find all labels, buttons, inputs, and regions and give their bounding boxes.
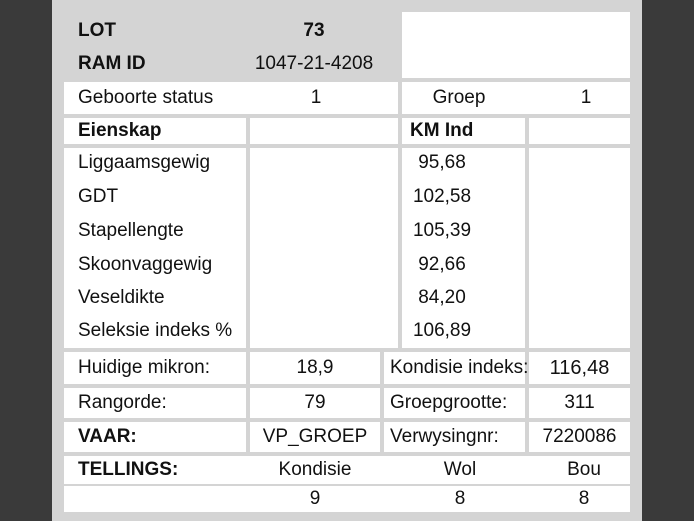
group-size-value: 311 xyxy=(564,392,595,413)
rank-label-cell xyxy=(64,388,246,418)
trait-km-value: 106,89 xyxy=(412,320,472,341)
group-size-value-cell xyxy=(529,388,630,418)
trait-name: Liggaamsgewig xyxy=(78,152,211,173)
sire-label-cell xyxy=(64,422,246,452)
trait-km-value: 95,68 xyxy=(418,152,466,173)
header-block xyxy=(64,12,398,78)
counts-build-label: Bou xyxy=(567,459,601,480)
ram-id-label: RAM ID xyxy=(78,53,146,74)
traits-header-extra xyxy=(529,118,630,144)
traits-blank-column xyxy=(250,148,398,348)
condition-index-label-cell xyxy=(384,352,529,384)
micron-value-cell xyxy=(250,352,380,384)
rank-value-cell xyxy=(250,388,380,418)
sire-value-cell xyxy=(250,422,380,452)
lot-label: LOT xyxy=(78,20,116,41)
rank-label: Rangorde: xyxy=(78,392,167,413)
rank-value: 79 xyxy=(304,392,326,413)
ram-id-value: 1047-21-4208 xyxy=(254,53,374,74)
traits-header-property xyxy=(64,118,246,144)
reference-value: 7220086 xyxy=(542,426,617,447)
micron-label: Huidige mikron: xyxy=(78,357,210,378)
trait-km-value: 105,39 xyxy=(412,220,472,241)
condition-index-value: 116,48 xyxy=(549,357,610,379)
reference-value-cell xyxy=(529,422,630,452)
counts-wool-label: Wol xyxy=(443,459,477,480)
group-size-label: Groepgrootte: xyxy=(390,392,508,413)
ram-info-sheet xyxy=(64,12,630,512)
trait-km-value: 92,66 xyxy=(418,254,466,275)
col-km-label: KM Ind xyxy=(410,120,474,141)
group-value: 1 xyxy=(580,87,592,108)
traits-values-column xyxy=(402,148,525,348)
sire-value: VP_GROEP xyxy=(262,426,368,447)
trait-name: GDT xyxy=(78,186,119,207)
page-background xyxy=(52,0,642,521)
trait-name: Seleksie indeks % xyxy=(78,320,233,341)
condition-index-value-cell xyxy=(529,352,630,384)
counts-wool-value: 8 xyxy=(454,488,466,509)
sire-label: VAAR: xyxy=(78,426,137,447)
header-blank-box xyxy=(402,12,630,78)
traits-header-blank xyxy=(250,118,398,144)
counts-build-value: 8 xyxy=(578,488,590,509)
micron-value: 18,9 xyxy=(296,357,334,378)
col-property-label: Eienskap xyxy=(78,120,162,141)
trait-name: Stapellengte xyxy=(78,220,184,241)
birth-status-label: Geboorte status xyxy=(78,87,214,108)
counts-condition-label: Kondisie xyxy=(278,459,352,480)
trait-name: Veseldikte xyxy=(78,287,165,308)
trait-km-value: 84,20 xyxy=(418,287,466,308)
trait-km-value: 102,58 xyxy=(412,186,472,207)
traits-extra-column xyxy=(529,148,630,348)
group-size-label-cell xyxy=(384,388,525,418)
reference-label: Verwysingnr: xyxy=(390,426,499,447)
counts-header-row xyxy=(64,456,630,484)
birth-status-value: 1 xyxy=(310,87,322,108)
group-label: Groep xyxy=(432,87,486,108)
micron-label-cell xyxy=(64,352,246,384)
condition-index-label: Kondisie indeks: xyxy=(390,357,529,378)
lot-value: 73 xyxy=(303,20,325,41)
birth-status-row xyxy=(64,82,630,114)
counts-condition-value: 9 xyxy=(309,488,321,509)
trait-name: Skoonvaggewig xyxy=(78,254,213,275)
traits-header-km xyxy=(402,118,525,144)
reference-label-cell xyxy=(384,422,525,452)
counts-values-row xyxy=(64,486,630,512)
counts-label: TELLINGS: xyxy=(78,459,179,480)
traits-names-column xyxy=(64,148,246,348)
